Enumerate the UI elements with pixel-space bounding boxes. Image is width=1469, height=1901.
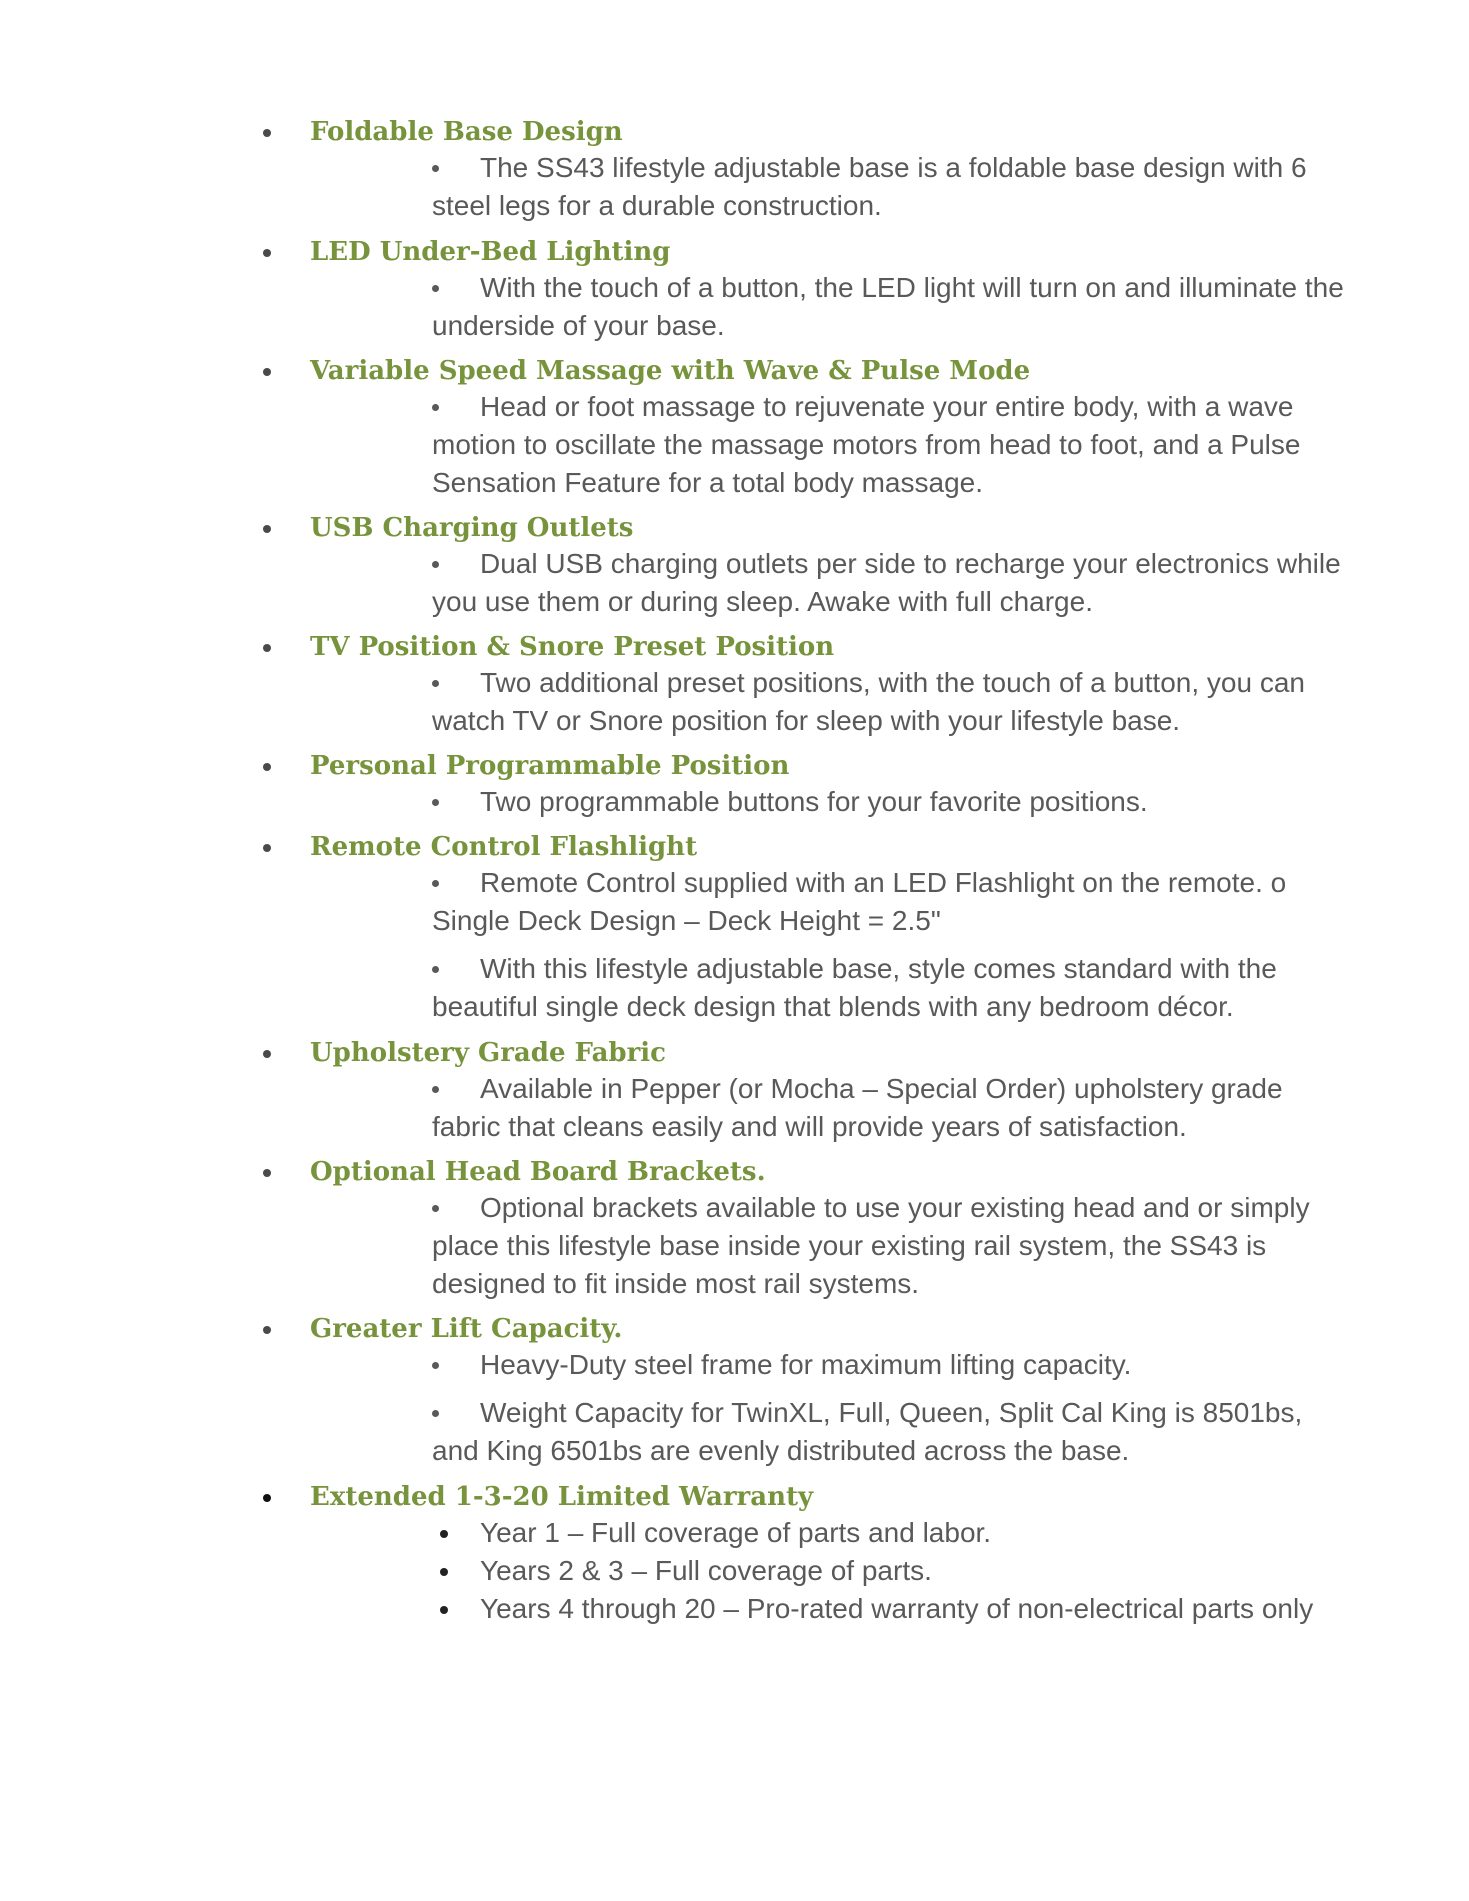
bullet-icon <box>440 1606 448 1614</box>
feature-upholstery-grade-fabric <box>0 1036 1469 1146</box>
feature-usb-charging-outlets <box>0 511 1469 621</box>
bullet-icon <box>432 680 439 687</box>
bullet-icon <box>263 525 271 533</box>
bullet-icon <box>263 368 271 376</box>
feature-detail: With this lifestyle adjustable base, style comes standard with the beautiful single deck design that blends with any bedroom décor. <box>432 953 1277 1022</box>
feature-heading: LED Under-Bed Lighting <box>310 237 671 267</box>
bullet-icon <box>263 844 271 852</box>
bullet-icon <box>432 561 439 568</box>
feature-detail: With the touch of a button, the LED light will turn on and illuminate the underside of your base. <box>432 272 1344 341</box>
feature-optional-head-board-brackets <box>0 1155 1469 1303</box>
feature-detail: Available in Pepper (or Mocha – Special Order) upholstery grade fabric that cleans easily and will provide years of satisfaction. <box>432 1073 1283 1142</box>
feature-led-under-bed-lighting <box>0 235 1469 345</box>
feature-variable-speed-massage <box>0 354 1469 502</box>
warranty-item: Years 4 through 20 – Pro-rated warranty of non-electrical parts only <box>480 1590 1360 1628</box>
feature-detail: Remote Control supplied with an LED Flashlight on the remote. o Single Deck Design – Deck Height = 2.5" <box>432 867 1287 936</box>
bullet-icon <box>263 1169 271 1177</box>
bullet-icon <box>263 249 271 257</box>
feature-detail: Two additional preset positions, with the touch of a button, you can watch TV or Snore position for sleep with your lifestyle base. <box>432 667 1305 736</box>
feature-detail: Weight Capacity for TwinXL, Full, Queen, Split Cal King is 8501bs, and King 6501bs are evenly distributed across the base. <box>432 1397 1303 1466</box>
feature-heading: Greater Lift Capacity. <box>310 1314 623 1344</box>
bullet-icon <box>432 165 439 172</box>
feature-personal-programmable-position <box>0 749 1469 821</box>
warranty-item: Year 1 – Full coverage of parts and labor. <box>480 1514 1360 1552</box>
bullet-icon <box>263 1326 271 1334</box>
feature-heading: Upholstery Grade Fabric <box>310 1038 667 1068</box>
feature-heading: USB Charging Outlets <box>310 513 634 543</box>
feature-foldable-base-design <box>0 115 1469 225</box>
feature-heading: Personal Programmable Position <box>310 751 790 781</box>
bullet-icon <box>440 1568 448 1576</box>
feature-detail: Head or foot massage to rejuvenate your entire body, with a wave motion to oscillate the massage motors from head to foot, and a Pulse Sensation Feature for a total body massage. <box>432 391 1301 498</box>
feature-greater-lift-capacity <box>0 1312 1469 1470</box>
feature-heading: Extended 1-3-20 Limited Warranty <box>310 1482 814 1512</box>
warranty-item: Years 2 & 3 – Full coverage of parts. <box>480 1552 1360 1590</box>
feature-heading: Foldable Base Design <box>310 117 623 147</box>
feature-heading: Remote Control Flashlight <box>310 832 698 862</box>
bullet-icon <box>432 285 439 292</box>
bullet-icon <box>432 1362 439 1369</box>
feature-heading: Variable Speed Massage with Wave & Pulse Mode <box>310 356 1031 386</box>
feature-detail: The SS43 lifestyle adjustable base is a foldable base design with 6 steel legs for a durable construction. <box>432 152 1307 221</box>
feature-detail: Optional brackets available to use your existing head and or simply place this lifestyle base inside your existing rail system, the SS43 is designed to fit inside most rail systems. <box>432 1192 1310 1299</box>
feature-detail: Two programmable buttons for your favorite positions. <box>432 783 1352 821</box>
bullet-icon <box>263 129 271 137</box>
bullet-icon <box>432 1205 439 1212</box>
bullet-icon <box>432 799 439 806</box>
bullet-icon <box>432 880 439 887</box>
bullet-icon <box>263 1494 271 1502</box>
feature-heading: Optional Head Board Brackets. <box>310 1157 766 1187</box>
feature-remote-control-flashlight <box>0 830 1469 1026</box>
bullet-icon <box>263 763 271 771</box>
bullet-icon <box>432 966 439 973</box>
feature-heading: TV Position & Snore Preset Position <box>310 632 835 662</box>
feature-extended-warranty <box>0 1480 1469 1628</box>
bullet-icon <box>263 1050 271 1058</box>
bullet-icon <box>440 1530 448 1538</box>
bullet-icon <box>263 644 271 652</box>
bullet-icon <box>432 1410 439 1417</box>
bullet-icon <box>432 1086 439 1093</box>
feature-tv-snore-preset <box>0 630 1469 740</box>
bullet-icon <box>432 404 439 411</box>
feature-detail: Dual USB charging outlets per side to recharge your electronics while you use them or during sleep. Awake with full charge. <box>432 548 1341 617</box>
feature-detail: Heavy-Duty steel frame for maximum lifting capacity. <box>432 1346 1352 1384</box>
